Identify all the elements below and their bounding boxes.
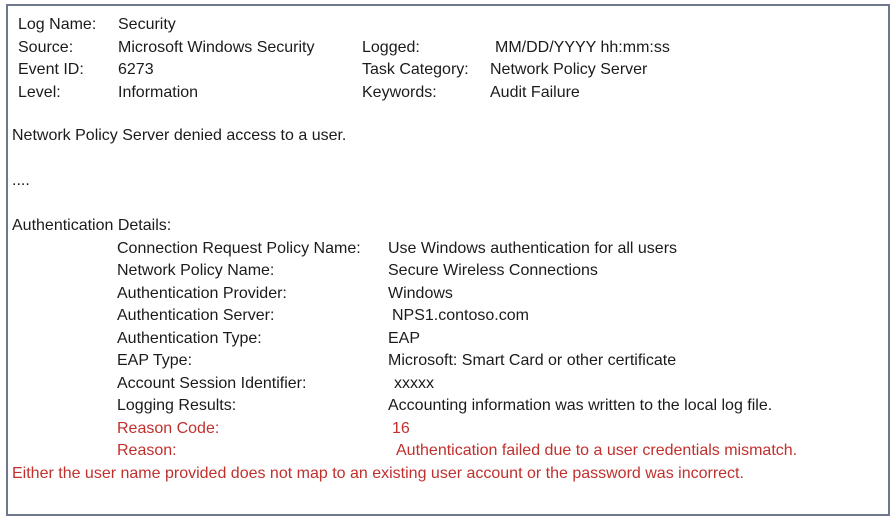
auth-detail-row-authentication-server: [8, 305, 888, 328]
auth-detail-row-reason: [8, 440, 888, 463]
auth-detail-row-logging-results: [8, 395, 888, 418]
ellipsis-line: ....: [12, 172, 30, 189]
detail-label: Authentication Server:: [117, 307, 275, 324]
detail-value: Windows: [388, 284, 453, 302]
field-label-logged: Logged:: [362, 38, 420, 56]
header-row-log-name: [8, 14, 888, 37]
detail-value: xxxxx: [394, 374, 434, 392]
detail-label: Network Policy Name:: [117, 262, 275, 279]
header-row-eventid-taskcategory: [8, 59, 888, 82]
auth-detail-row-connection-request-policy: [8, 238, 888, 261]
header-row-source-logged: [8, 37, 888, 60]
field-value-level: Information: [118, 83, 199, 101]
auth-detail-row-authentication-provider: [8, 283, 888, 306]
detail-value: Secure Wireless Connections: [388, 262, 598, 279]
field-value-task-category: Network Policy Server: [490, 61, 648, 78]
auth-detail-row-account-session-identifier: [8, 373, 888, 396]
field-label-task-category: Task Category:: [362, 61, 469, 78]
field-value-logged: MM/DD/YYYY hh:mm:ss: [495, 38, 670, 56]
field-value-keywords: Audit Failure: [490, 83, 580, 101]
field-label-keywords: Keywords:: [362, 83, 437, 101]
auth-detail-row-authentication-type: [8, 328, 888, 351]
field-label-log-name: Log Name:: [18, 16, 97, 33]
field-value-log-name: Security: [118, 16, 176, 33]
detail-value: Use Windows authentication for all users: [388, 239, 678, 257]
field-value-empty: [490, 14, 888, 37]
header-row-level-keywords: [8, 82, 888, 105]
auth-detail-row-reason-code: [8, 418, 888, 441]
detail-label: Reason Code:: [117, 419, 220, 437]
event-detail-frame: [6, 4, 890, 516]
detail-label: Authentication Provider:: [117, 284, 287, 302]
auth-details-heading: Authentication Details:: [12, 217, 172, 234]
detail-value: 16: [392, 419, 410, 437]
detail-label: Logging Results:: [117, 397, 237, 414]
detail-value: NPS1.contoso.com: [392, 307, 529, 324]
field-label-event-id: Event ID:: [18, 61, 84, 78]
event-description: Network Policy Server denied access to a user.: [12, 127, 347, 144]
field-label-level: Level:: [18, 83, 61, 101]
detail-value: EAP: [388, 329, 421, 347]
reason-explanation-note: Either the user name provided does not map to an existing user account or the password was incorrect.: [12, 464, 744, 482]
detail-label: Reason:: [117, 442, 177, 459]
detail-value: Authentication failed due to a user credentials mismatch.: [396, 442, 798, 459]
field-label-empty: [362, 14, 490, 37]
auth-detail-row-network-policy-name: [8, 260, 888, 283]
detail-label: Authentication Type:: [117, 329, 262, 347]
auth-detail-row-eap-type: [8, 350, 888, 373]
field-value-source: Microsoft Windows Security: [118, 38, 315, 56]
detail-label: Account Session Identifier:: [117, 374, 307, 392]
detail-value: Microsoft: Smart Card or other certificate: [388, 352, 677, 369]
detail-label: Connection Request Policy Name:: [117, 239, 361, 257]
detail-value: Accounting information was written to the local log file.: [388, 397, 773, 414]
field-label-source: Source:: [18, 38, 74, 56]
detail-label: EAP Type:: [117, 352, 193, 369]
field-value-event-id: 6273: [118, 61, 154, 78]
